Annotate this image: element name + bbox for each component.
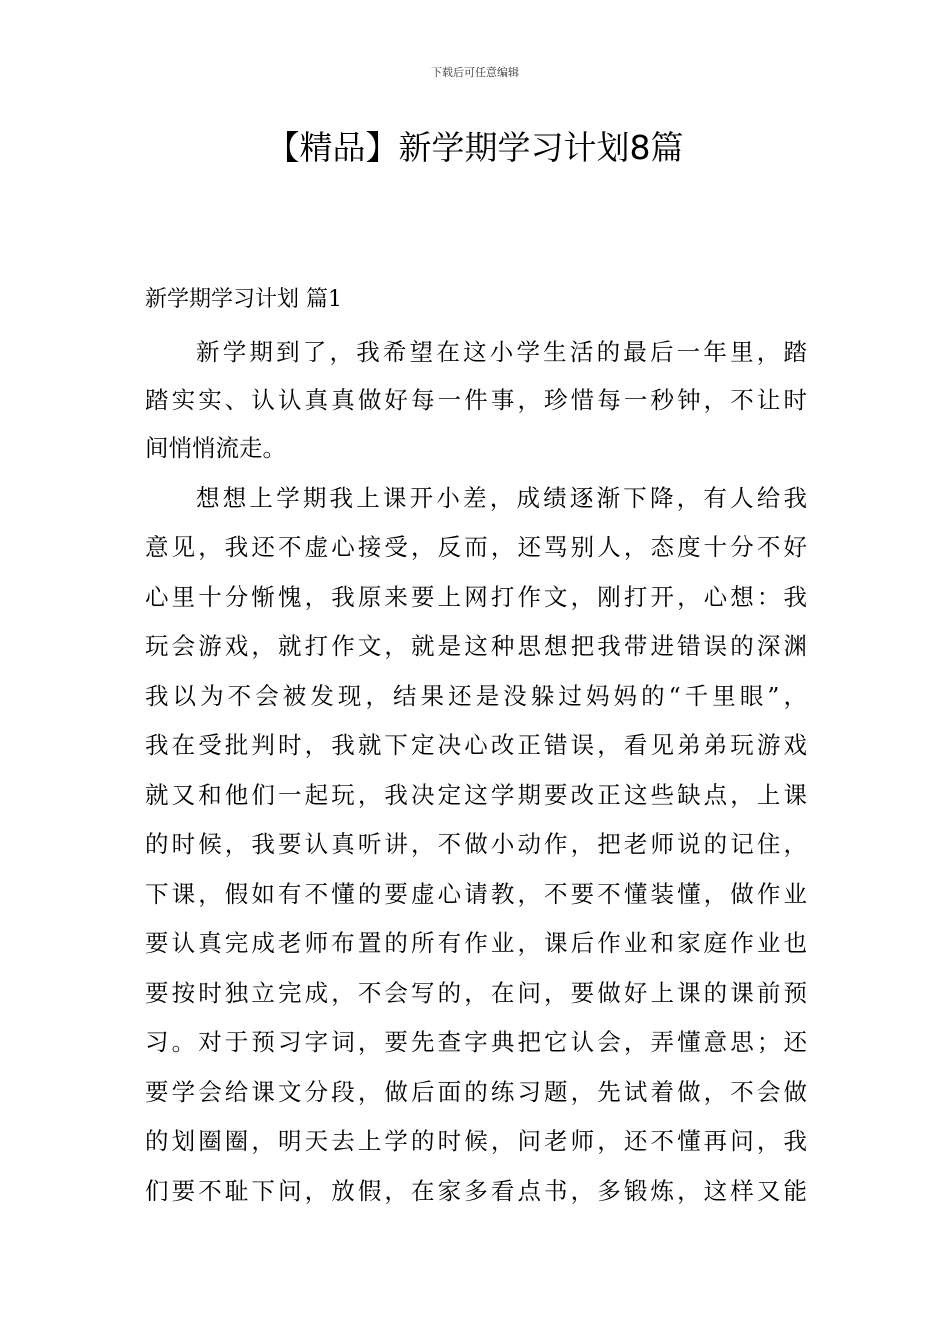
paragraph-line: 想想上学期我上课开小差，成绩逐渐下降，有人给我 — [196, 484, 807, 512]
paragraph-line: 要认真完成老师布置的所有作业，课后作业和家庭作业也 — [145, 929, 807, 957]
paragraph-line: 就又和他们一起玩，我决定这学期要改正这些缺点，上课 — [145, 781, 807, 809]
paragraph-line: 下课，假如有不懂的要虚心请教，不要不懂装懂，做作业 — [145, 880, 807, 908]
paragraph-line: 要按时独立完成，不会写的，在问，要做好上课的课前预 — [145, 979, 807, 1007]
section-heading: 新学期学习计划 篇1 — [145, 287, 342, 312]
document-title: 【精品】新学期学习计划8篇 — [266, 128, 684, 167]
paragraph-line: 我以为不会被发现，结果还是没躲过妈妈的“千里眼”， — [145, 682, 807, 710]
paragraph-line: 踏实实、认认真真做好每一件事，珍惜每一秒钟，不让时 — [145, 386, 807, 414]
paragraph-line: 的划圈圈，明天去上学的时候，问老师，还不懂再问，我 — [145, 1127, 807, 1155]
paragraph-line: 们要不耻下问，放假，在家多看点书，多锻炼，这样又能 — [145, 1177, 807, 1205]
paragraph-line: 心里十分惭愧，我原来要上网打作文，刚打开，心想：我 — [145, 583, 807, 611]
paragraph-line: 我在受批判时，我就下定决心改正错误，看见弟弟玩游戏 — [145, 731, 807, 759]
paragraph-line: 的时候，我要认真听讲，不做小动作，把老师说的记住， — [145, 830, 807, 858]
paragraph-line: 间悄悄流走。 — [145, 434, 286, 462]
paragraph-line: 意见，我还不虚心接受，反而，还骂别人，态度十分不好 — [145, 533, 807, 561]
header-note: 下载后可任意编辑 — [431, 66, 519, 79]
paragraph-line: 习。对于预习字词，要先查字典把它认会，弄懂意思；还 — [145, 1028, 807, 1056]
paragraph-line: 玩会游戏，就打作文，就是这种思想把我带进错误的深渊 — [145, 632, 807, 660]
paragraph-line: 新学期到了，我希望在这小学生活的最后一年里，踏 — [196, 338, 807, 366]
paragraph-line: 要学会给课文分段，做后面的练习题，先试着做，不会做 — [145, 1078, 807, 1106]
